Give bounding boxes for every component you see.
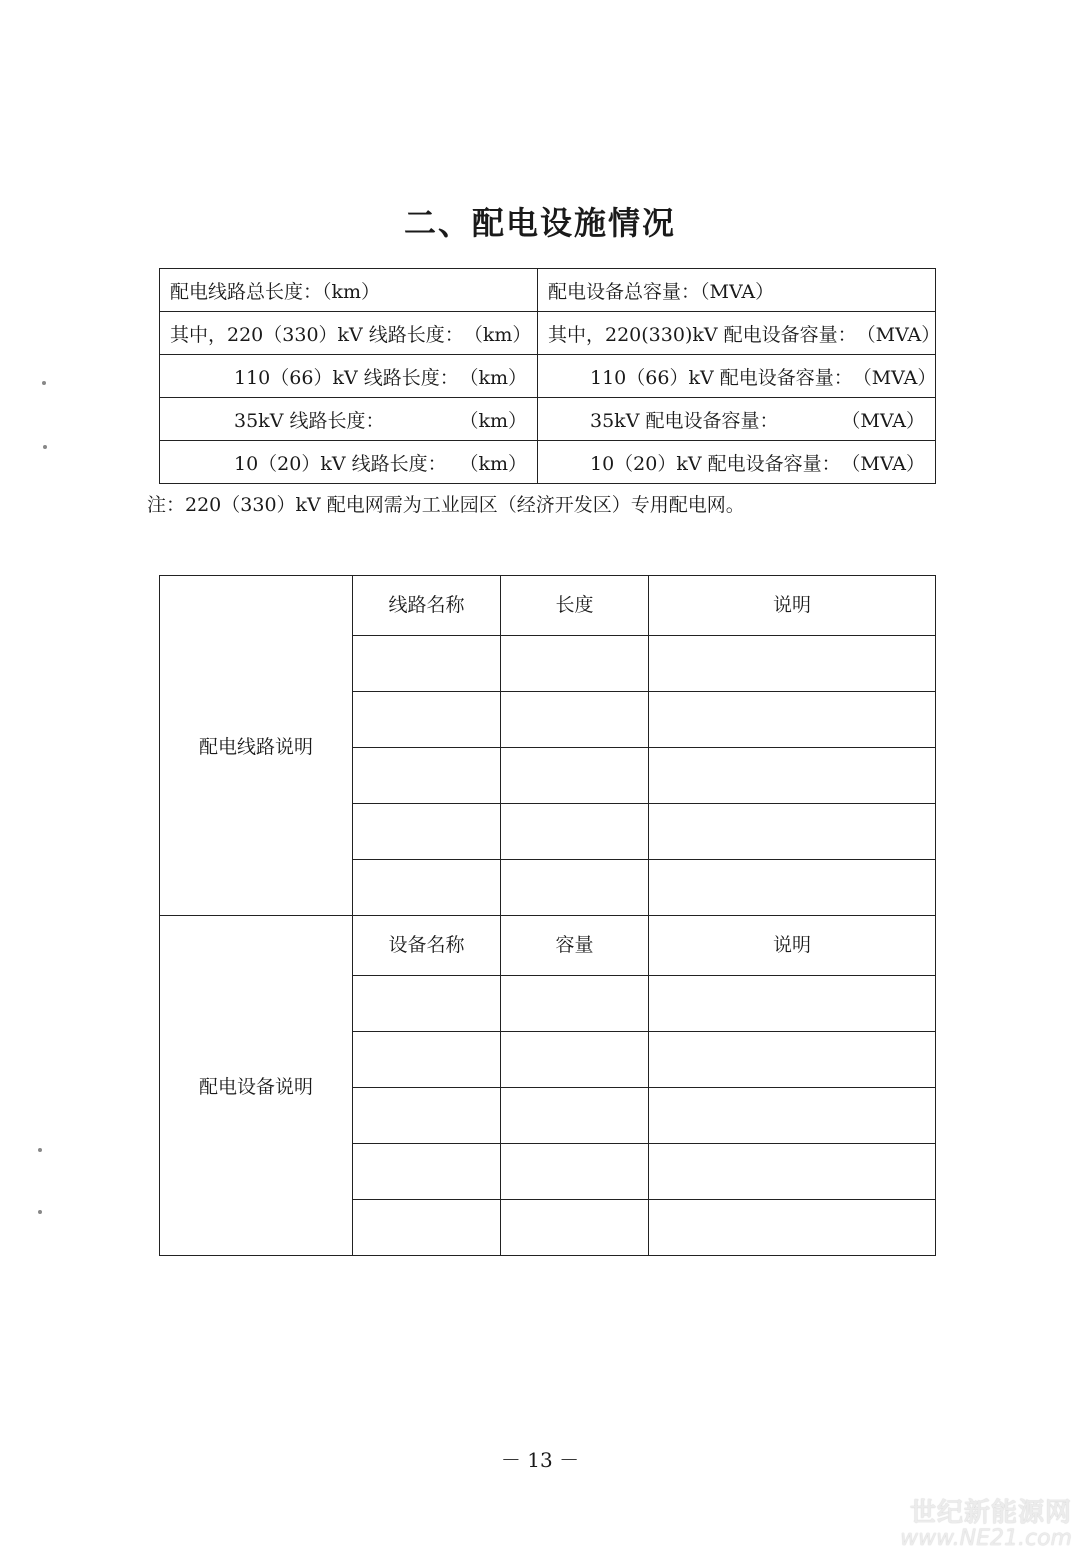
section-title: 二、配电设施情况 (403, 204, 676, 242)
capacity-cell[interactable] (501, 976, 649, 1032)
summary-right-unit: （MVA） (856, 323, 941, 346)
equipment-name-cell[interactable] (353, 1032, 501, 1088)
scan-mark (43, 445, 47, 449)
length-header: 长度 (501, 576, 649, 636)
summary-cell-left (160, 355, 538, 398)
summary-cell-right (538, 355, 936, 398)
summary-cell-right (538, 269, 936, 312)
capacity-cell[interactable] (501, 1032, 649, 1088)
line-remarks-cell[interactable] (649, 748, 936, 804)
lines-header-row (160, 576, 936, 636)
equipment-remarks-cell[interactable] (649, 1032, 936, 1088)
lines-section-label: 配电线路说明 (160, 576, 353, 916)
summary-row (160, 398, 936, 441)
summary-left-unit: （km） (459, 409, 527, 432)
summary-cell-left (160, 312, 538, 355)
scan-mark (42, 381, 46, 385)
line-remarks-cell[interactable] (649, 636, 936, 692)
capacity-cell[interactable] (501, 1200, 649, 1256)
summary-right-unit: （MVA） (841, 409, 925, 432)
equipment-remarks-cell[interactable] (649, 1200, 936, 1256)
summary-table (159, 268, 941, 484)
equipment-name-cell[interactable] (353, 1088, 501, 1144)
length-cell[interactable] (501, 748, 649, 804)
scan-mark (38, 1210, 42, 1214)
line-name-header: 线路名称 (353, 576, 501, 636)
equipment-remarks-cell[interactable] (649, 1088, 936, 1144)
watermark-name: 世纪新能源网 (909, 1497, 1072, 1528)
summary-cell-left (160, 441, 538, 484)
line-remarks-header: 说明 (649, 576, 936, 636)
capacity-cell[interactable] (501, 1088, 649, 1144)
summary-left-unit: （km） (463, 323, 532, 346)
line-remarks-cell[interactable] (649, 804, 936, 860)
capacity-header: 容量 (501, 916, 649, 976)
summary-right-label: 配电设备总容量：（MVA） (548, 280, 775, 303)
equipment-remarks-cell[interactable] (649, 1144, 936, 1200)
summary-cell-left (160, 269, 538, 312)
equipment-section-label: 配电设备说明 (160, 916, 353, 1256)
summary-right-label: 35kV 配电设备容量： (590, 409, 779, 432)
summary-cell-right (538, 441, 936, 484)
summary-left-label: 其中，220（330）kV 线路长度： (170, 323, 464, 346)
summary-cell-right (538, 398, 936, 441)
summary-row (160, 355, 936, 398)
length-cell[interactable] (501, 636, 649, 692)
detail-table (159, 575, 936, 1256)
summary-right-label: 110（66）kV 配电设备容量： (590, 366, 853, 389)
summary-right-label: 其中，220(330)kV 配电设备容量： (548, 323, 857, 346)
line-name-cell[interactable] (353, 804, 501, 860)
watermark-url: www.NE21.com (900, 1525, 1072, 1551)
length-cell[interactable] (501, 692, 649, 748)
line-name-cell[interactable] (353, 860, 501, 916)
equipment-header-row (160, 916, 936, 976)
summary-cell-left (160, 398, 538, 441)
scan-mark (38, 1148, 42, 1152)
summary-left-label: 110（66）kV 线路长度： (234, 366, 459, 389)
equipment-remarks-cell[interactable] (649, 976, 936, 1032)
summary-left-unit: （km） (459, 452, 527, 475)
summary-left-label: 10（20）kV 线路长度： (234, 452, 447, 475)
table-note: 注：220（330）kV 配电网需为工业园区（经济开发区）专用配电网。 (147, 494, 745, 516)
summary-right-unit: （MVA） (841, 452, 925, 475)
summary-left-label: 35kV 线路长度： (234, 409, 385, 432)
equipment-name-cell[interactable] (353, 1200, 501, 1256)
summary-row (160, 269, 936, 312)
summary-right-unit: （MVA） (852, 366, 937, 389)
summary-cell-right (538, 312, 941, 355)
line-name-cell[interactable] (353, 636, 501, 692)
summary-row (160, 312, 936, 355)
length-cell[interactable] (501, 860, 649, 916)
equipment-name-header: 设备名称 (353, 916, 501, 976)
summary-row (160, 441, 936, 484)
page-number: － 13 － (500, 1448, 580, 1472)
equipment-remarks-header: 说明 (649, 916, 936, 976)
capacity-cell[interactable] (501, 1144, 649, 1200)
line-name-cell[interactable] (353, 692, 501, 748)
equipment-name-cell[interactable] (353, 976, 501, 1032)
summary-left-label: 配电线路总长度：（km） (170, 280, 381, 303)
summary-left-unit: （km） (459, 366, 527, 389)
length-cell[interactable] (501, 804, 649, 860)
line-remarks-cell[interactable] (649, 860, 936, 916)
summary-right-label: 10（20）kV 配电设备容量： (590, 452, 841, 475)
equipment-name-cell[interactable] (353, 1144, 501, 1200)
line-name-cell[interactable] (353, 748, 501, 804)
site-watermark (900, 1497, 1072, 1551)
line-remarks-cell[interactable] (649, 692, 936, 748)
